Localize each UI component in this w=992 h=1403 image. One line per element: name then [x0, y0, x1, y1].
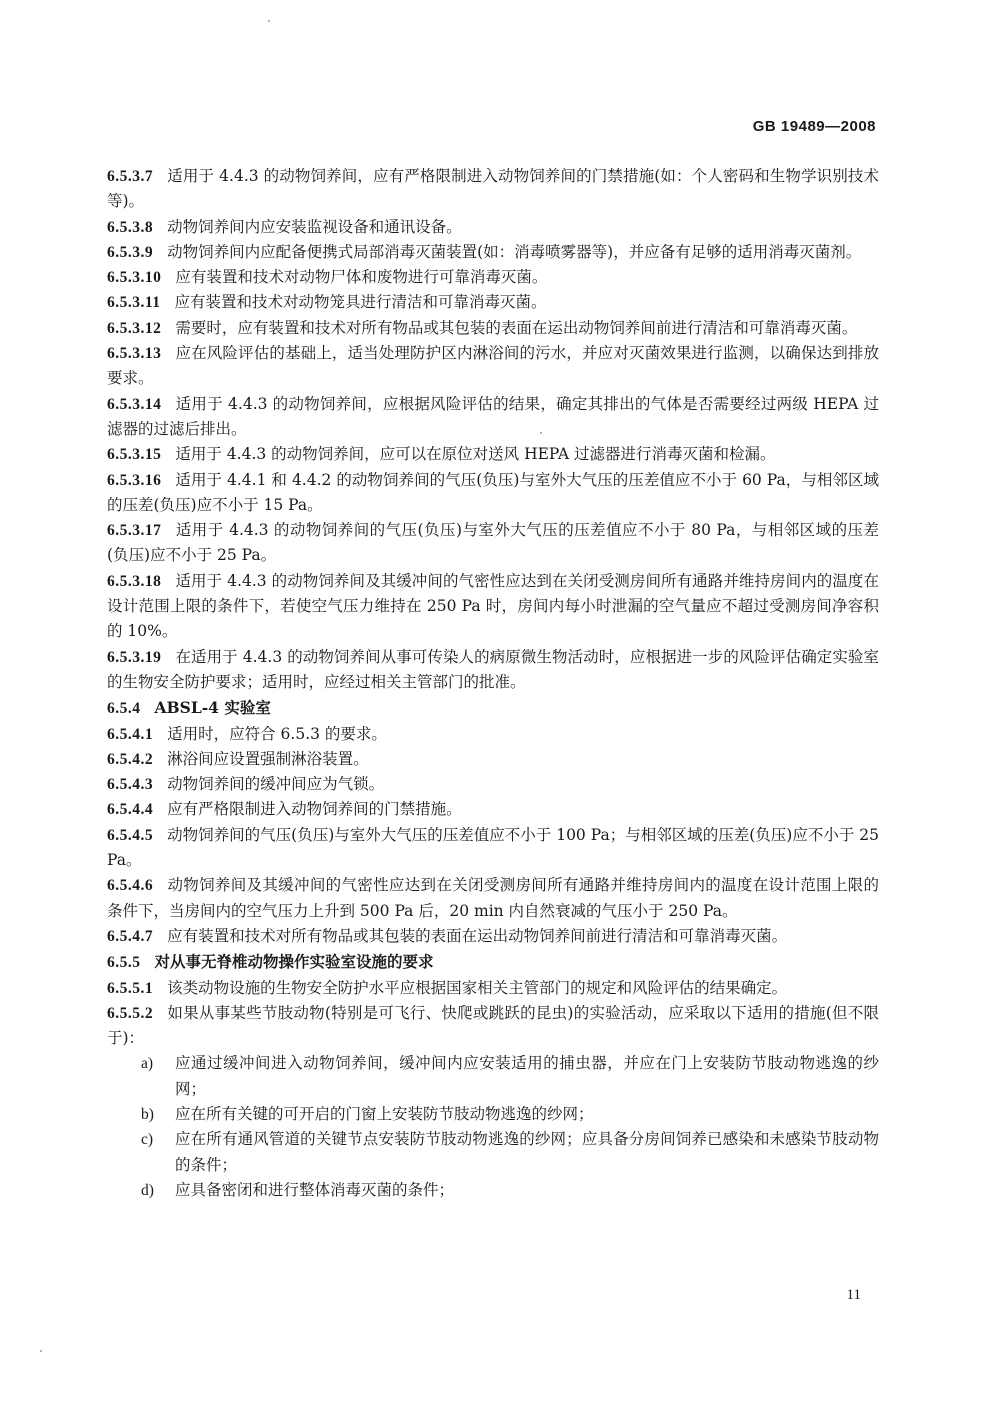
clause-6-5-3-19: [107, 645, 879, 696]
list-item-text: 应在所有通风管道的关键节点安装防节肢动物逃逸的纱网；应具备分房间饲养已感染和未感染节肢动物的条件；: [175, 1130, 879, 1174]
clause-text: 动物饲养间内应安装监视设备和通讯设备。: [167, 217, 462, 236]
clause-text: 适用于 4.4.3 的动物饲养间及其缓冲间的气密性应达到在关闭受测房间所有通路并维持房间内的温度在设计范围上限的条件下，若使空气压力维持在 250 Pa 时，房间内每小时泄漏的空气量应不超过受测房间净容积的 10%。: [107, 571, 879, 641]
clause-6-5-3-15: [107, 442, 879, 467]
clause-number: 6.5.4.6: [107, 877, 154, 895]
clause-number: 6.5.4.4: [107, 801, 154, 819]
clause-text: 适用时，应符合 6.5.3 的要求。: [167, 724, 387, 743]
section-title: 对从事无脊椎动物操作实验室设施的要求: [154, 952, 434, 972]
clause-6-5-4-6: [107, 873, 879, 924]
clause-6-5-3-16: [107, 468, 879, 519]
clause-6-5-4-4: [107, 797, 879, 822]
list-item-b: [107, 1102, 879, 1127]
list-item-c: [107, 1127, 879, 1178]
list-item-text: 应具备密闭和进行整体消毒灭菌的条件；: [175, 1180, 455, 1199]
clause-number: 6.5.3.17: [107, 522, 162, 540]
list-item-d: [107, 1178, 879, 1203]
page-number: 11: [846, 1287, 861, 1303]
list-marker: c): [141, 1131, 154, 1149]
clause-text: 应在风险评估的基础上，适当处理防护区内淋浴间的污水，并应对灭菌效果进行监测，以确保达到排放要求。: [107, 344, 879, 388]
clause-6-5-5-1: [107, 976, 879, 1001]
clause-text: 适用于 4.4.3 的动物饲养间，应根据风险评估的结果，确定其排出的气体是否需要经过两级 HEPA 过滤器的过滤后排出。: [107, 394, 879, 438]
clause-text: 动物饲养间内应配备便携式局部消毒灭菌装置(如：消毒喷雾器等)，并应备有足够的适用消毒灭菌剂。: [167, 242, 862, 261]
clause-6-5-4-1: [107, 722, 879, 747]
clause-number: 6.5.4.1: [107, 725, 154, 743]
clause-6-5-4-5: [107, 823, 879, 874]
clause-number: 6.5.3.13: [107, 345, 162, 363]
clause-number: 6.5.3.18: [107, 572, 162, 590]
section-number: 6.5.4: [107, 700, 141, 718]
clause-text: 适用于 4.4.3 的动物饲养间的气压(负压)与室外大气压的压差值应不小于 80 Pa，与相邻区域的压差(负压)应不小于 25 Pa。: [107, 521, 879, 565]
clause-number: 6.5.4.7: [107, 927, 154, 945]
clause-number: 6.5.3.7: [107, 168, 154, 185]
clause-text: 应有装置和技术对动物笼具进行清洁和可靠消毒灭菌。: [174, 293, 547, 312]
clause-6-5-3-8: [107, 215, 879, 240]
clause-number: 6.5.3.12: [107, 319, 162, 337]
section-heading-6-5-4: [107, 695, 879, 721]
clause-number: 6.5.3.11: [107, 294, 161, 312]
list-item-a: [107, 1051, 879, 1102]
clause-text: 适用于 4.4.3 的动物饲养间，应有严格限制进入动物饲养间的门禁措施(如：个人密码和生物学识别技术等)。: [107, 167, 879, 211]
clause-6-5-3-12: [107, 316, 879, 341]
clause-6-5-3-9: [107, 240, 879, 265]
clause-6-5-3-14: [107, 392, 879, 443]
clause-text: 淋浴间应设置强制淋浴装置。: [167, 749, 369, 768]
scan-speck: [268, 20, 270, 22]
clause-text: 应有装置和技术对所有物品或其包装的表面在运出动物饲养间前进行清洁和可靠消毒灭菌。: [167, 926, 788, 945]
clause-6-5-4-7: [107, 924, 879, 949]
clause-6-5-4-3: [107, 772, 879, 797]
clause-6-5-3-13: [107, 341, 879, 392]
clause-text: 应有装置和技术对动物尸体和废物进行可靠消毒灭菌。: [175, 268, 548, 287]
clause-number: 6.5.3.15: [107, 446, 162, 464]
clause-text: 该类动物设施的生物安全防护水平应根据国家相关主管部门的规定和风险评估的结果确定。: [167, 978, 788, 997]
clause-number: 6.5.4.3: [107, 776, 154, 794]
scan-speck: [40, 1350, 42, 1352]
clause-text: 动物饲养间的缓冲间应为气锁。: [167, 775, 385, 794]
clause-number: 6.5.3.9: [107, 243, 154, 261]
clause-text: 适用于 4.4.1 和 4.4.2 的动物饲养间的气压(负压)与室外大气压的压差值应不小于 60 Pa，与相邻区域的压差(负压)应不小于 15 Pa。: [107, 470, 879, 514]
clause-number: 6.5.3.16: [107, 471, 162, 489]
clause-text: 需要时，应有装置和技术对所有物品或其包装的表面在运出动物饲养间前进行清洁和可靠消毒灭菌。: [175, 318, 858, 337]
clause-6-5-3-10: [107, 265, 879, 290]
clause-6-5-3-7: [107, 164, 879, 215]
section-number: 6.5.5: [107, 954, 141, 972]
clause-text: 动物饲养间的气压(负压)与室外大气压的压差值应不小于 100 Pa；与相邻区域的压差(负压)应不小于 25 Pa。: [107, 825, 879, 870]
clause-number: 6.5.3.19: [107, 648, 162, 666]
clause-number: 6.5.5.1: [107, 979, 154, 997]
clause-text: 如果从事某些节肢动物(特别是可飞行、快爬或跳跃的昆虫)的实验活动，应采取以下适用的措施(但不限于)：: [107, 1003, 879, 1048]
clause-6-5-3-11: [107, 290, 879, 315]
clause-number: 6.5.4.2: [107, 750, 154, 768]
clause-number: 6.5.5.2: [107, 1004, 154, 1022]
clause-number: 6.5.3.8: [107, 218, 154, 236]
clause-text: 适用于 4.4.3 的动物饲养间，应可以在原位对送风 HEPA 过滤器进行消毒灭菌和检漏。: [175, 445, 776, 464]
clause-6-5-4-2: [107, 747, 879, 772]
section-heading-6-5-5: [107, 949, 879, 975]
list-item-text: 应在所有关键的可开启的门窗上安装防节肢动物逃逸的纱网；: [175, 1104, 594, 1123]
clause-number: 6.5.3.10: [107, 269, 162, 287]
clause-text: 动物饲养间及其缓冲间的气密性应达到在关闭受测房间所有通路并维持房间内的温度在设计范围上限的条件下，当房间内的空气压力上升到 500 Pa 后，20 min 内自然衰减的气压小于 250 Pa。: [107, 876, 879, 920]
clause-number: 6.5.4.5: [107, 826, 154, 844]
clause-6-5-3-18: [107, 569, 879, 645]
list-marker: d): [141, 1181, 154, 1199]
list-marker: a): [141, 1055, 154, 1073]
clause-text: 在适用于 4.4.3 的动物饲养间从事可传染人的病原微生物活动时，应根据进一步的风险评估确定实验室的生物安全防护要求；适用时，应经过相关主管部门的批准。: [107, 647, 879, 691]
clause-number: 6.5.3.14: [107, 395, 162, 413]
clause-6-5-3-17: [107, 518, 879, 569]
clause-text: 应有严格限制进入动物饲养间的门禁措施。: [167, 800, 462, 819]
list-marker: b): [141, 1105, 154, 1123]
standard-code: GB 19489—2008: [752, 118, 876, 135]
section-title: ABSL-4 实验室: [154, 698, 271, 718]
list-item-text: 应通过缓冲间进入动物饲养间，缓冲间内应安装适用的捕虫器，并应在门上安装防节肢动物逃逸的纱网；: [175, 1054, 879, 1098]
clause-6-5-5-2: [107, 1001, 879, 1052]
document-body: [107, 164, 879, 1203]
scan-speck: [540, 432, 542, 434]
